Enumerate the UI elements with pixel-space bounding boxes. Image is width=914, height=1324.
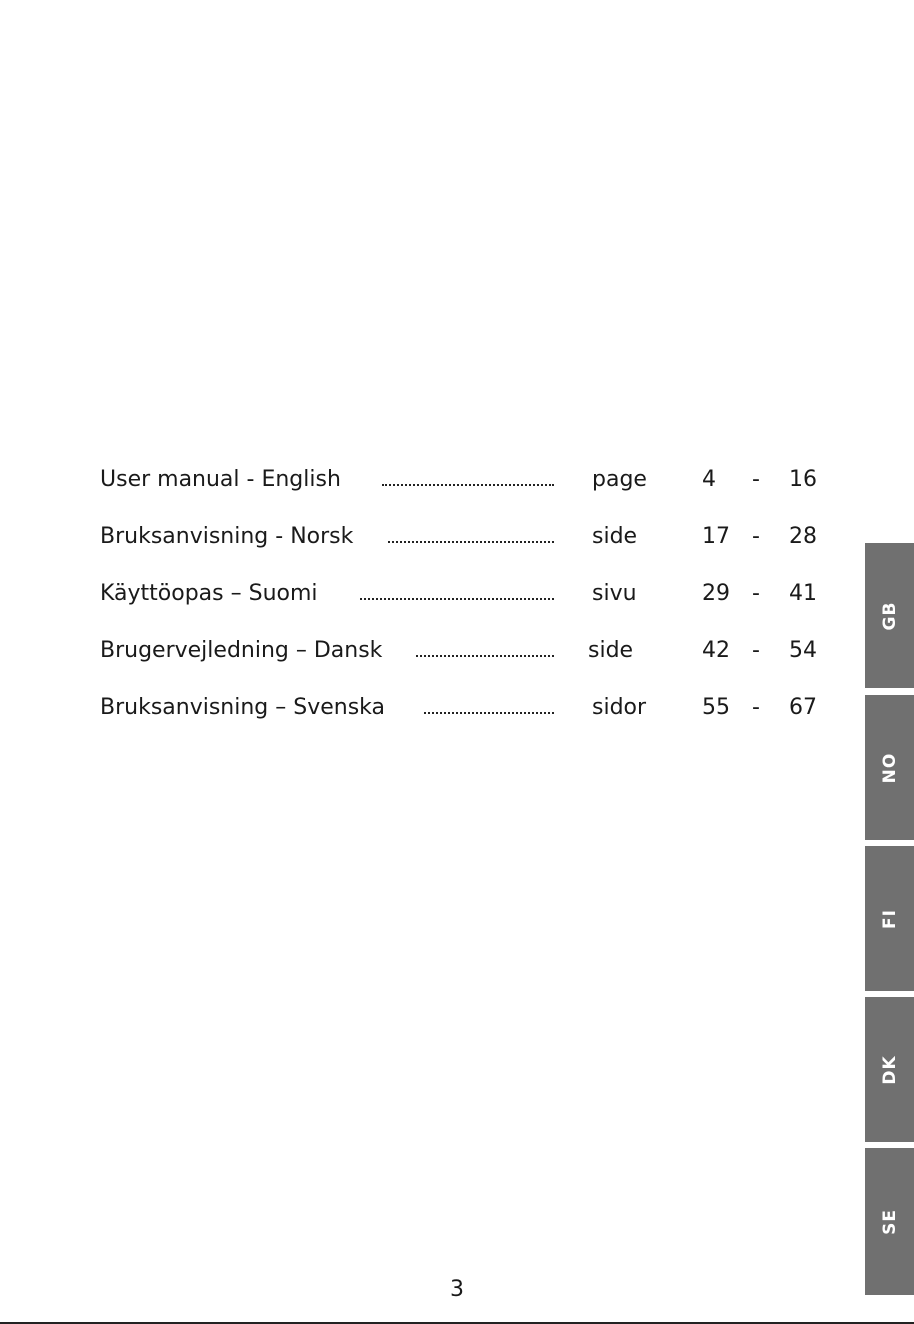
toc-page-from: 55 bbox=[702, 695, 730, 720]
dot-leader bbox=[424, 712, 554, 714]
tab-label: DK bbox=[879, 1054, 900, 1085]
toc-page-from: 17 bbox=[702, 524, 730, 549]
toc-dash: - bbox=[752, 467, 760, 492]
toc-page-word: sivu bbox=[592, 581, 637, 606]
toc-dash: - bbox=[752, 524, 760, 549]
dot-leader bbox=[360, 598, 554, 600]
page-number: 3 bbox=[450, 1277, 464, 1302]
toc-page-to: 67 bbox=[789, 695, 817, 720]
toc-row-norsk bbox=[0, 517, 860, 557]
toc-title: Bruksanvisning - Norsk bbox=[100, 524, 354, 549]
toc-dash: - bbox=[752, 695, 760, 720]
dot-leader bbox=[388, 541, 554, 543]
language-tab-no[interactable] bbox=[865, 695, 914, 840]
toc-dash: - bbox=[752, 581, 760, 606]
toc-page-from: 42 bbox=[702, 638, 730, 663]
toc-row-svenska bbox=[0, 688, 860, 728]
toc-page-to: 41 bbox=[789, 581, 817, 606]
toc-page-to: 28 bbox=[789, 524, 817, 549]
toc-title: User manual - English bbox=[100, 467, 341, 492]
dot-leader bbox=[416, 655, 554, 657]
language-tab-se[interactable] bbox=[865, 1148, 914, 1295]
tab-label: NO bbox=[879, 752, 900, 783]
toc-dash: - bbox=[752, 638, 760, 663]
tab-label: SE bbox=[879, 1208, 900, 1235]
language-tab-dk[interactable] bbox=[865, 997, 914, 1142]
toc-page-word: page bbox=[592, 467, 647, 492]
tab-label: FI bbox=[879, 908, 900, 929]
language-tab-gb[interactable] bbox=[865, 543, 914, 688]
toc-page-word: sidor bbox=[592, 695, 647, 720]
toc-page-from: 29 bbox=[702, 581, 730, 606]
toc-page-to: 54 bbox=[789, 638, 817, 663]
toc-row-suomi bbox=[0, 574, 860, 614]
toc-title: Brugervejledning – Dansk bbox=[100, 638, 383, 663]
toc-title: Käyttöopas – Suomi bbox=[100, 581, 318, 606]
dot-leader bbox=[382, 484, 554, 486]
toc-page-word: side bbox=[592, 524, 638, 549]
toc-row-english bbox=[0, 460, 860, 500]
toc-page-to: 16 bbox=[789, 467, 817, 492]
toc-row-dansk bbox=[0, 631, 860, 671]
toc-page-from: 4 bbox=[702, 467, 716, 492]
language-tabs bbox=[865, 543, 914, 1295]
language-tab-fi[interactable] bbox=[865, 846, 914, 991]
toc-title: Bruksanvisning – Svenska bbox=[100, 695, 386, 720]
toc-page-word: side bbox=[588, 638, 634, 663]
tab-label: GB bbox=[879, 601, 900, 630]
